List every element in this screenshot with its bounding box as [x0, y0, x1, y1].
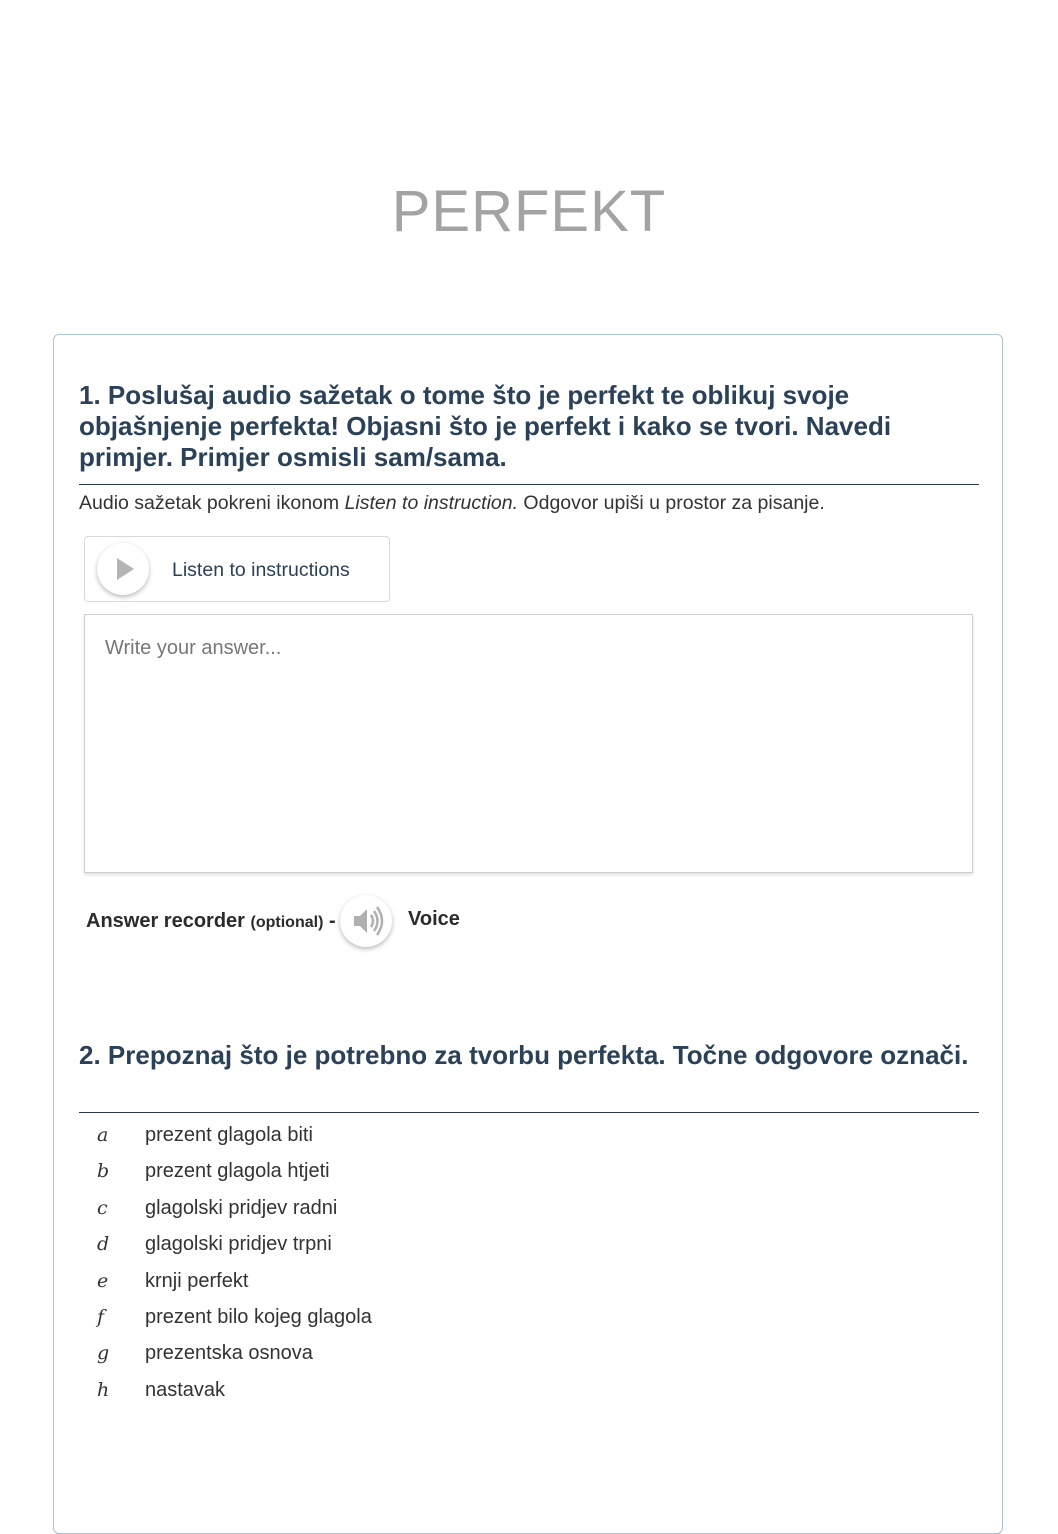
recorder-optional: (optional)	[250, 914, 324, 931]
voice-record-button[interactable]	[340, 895, 392, 947]
option-h[interactable]	[90, 1379, 372, 1415]
option-letter: a	[97, 1124, 109, 1146]
option-e[interactable]	[90, 1270, 372, 1306]
question-1-divider	[79, 484, 979, 485]
option-c[interactable]	[90, 1197, 372, 1233]
option-text: krnji perfekt	[145, 1269, 249, 1292]
option-a[interactable]	[90, 1124, 372, 1160]
voice-label: Voice	[408, 908, 460, 930]
option-g[interactable]	[90, 1342, 372, 1378]
option-d[interactable]	[90, 1233, 372, 1269]
instruction-emphasis: Listen to instruction.	[344, 492, 519, 514]
option-letter: c	[97, 1196, 108, 1219]
answer-recorder-label	[86, 910, 336, 933]
option-letter: h	[97, 1378, 110, 1401]
option-text: glagolski pridjev trpni	[145, 1233, 332, 1256]
listen-to-instructions-button[interactable]	[84, 536, 390, 602]
recorder-dash: -	[323, 910, 336, 932]
option-f[interactable]	[90, 1306, 372, 1342]
option-text: prezent glagola htjeti	[145, 1160, 330, 1183]
recorder-label-text: Answer recorder	[86, 910, 245, 932]
answer-field-container	[84, 614, 973, 873]
option-text: glagolski pridjev radni	[145, 1196, 338, 1219]
question-2-title: 2. Prepoznaj što je potrebno za tvorbu perfekta. Točne odgovore označi.	[79, 1040, 969, 1070]
option-letter: g	[97, 1342, 110, 1365]
option-text: prezent glagola biti	[145, 1124, 313, 1146]
option-text: nastavak	[145, 1378, 226, 1401]
play-button[interactable]	[97, 543, 149, 595]
listen-label: Listen to instructions	[172, 559, 350, 581]
question-1-title: 1. Poslušaj audio sažetak o tome što je perfekt te oblikuj svoje objašnjenje perfekta! Objasni što je perfekt i kako se tvori. Navedi primjer. Primjer osmisli sam/sama.	[79, 380, 892, 472]
instruction-text-end: Odgovor upiši u prostor za pisanje.	[518, 492, 825, 514]
option-text: prezentska osnova	[145, 1342, 313, 1365]
option-text: prezent bilo kojeg glagola	[145, 1305, 372, 1328]
option-b[interactable]	[90, 1160, 372, 1196]
option-letter: d	[97, 1233, 110, 1256]
option-letter: f	[97, 1305, 105, 1328]
option-letter: e	[97, 1269, 109, 1292]
play-icon	[97, 543, 149, 595]
instruction-text: Audio sažetak pokreni ikonom	[79, 492, 345, 514]
page-title: PERFEKT	[391, 179, 667, 244]
option-letter: b	[97, 1160, 110, 1183]
answer-options-list	[90, 1124, 372, 1415]
answer-input[interactable]	[85, 615, 972, 872]
speaker-icon	[340, 895, 392, 947]
question-2-divider	[79, 1112, 979, 1113]
question-1-instruction	[79, 492, 825, 515]
